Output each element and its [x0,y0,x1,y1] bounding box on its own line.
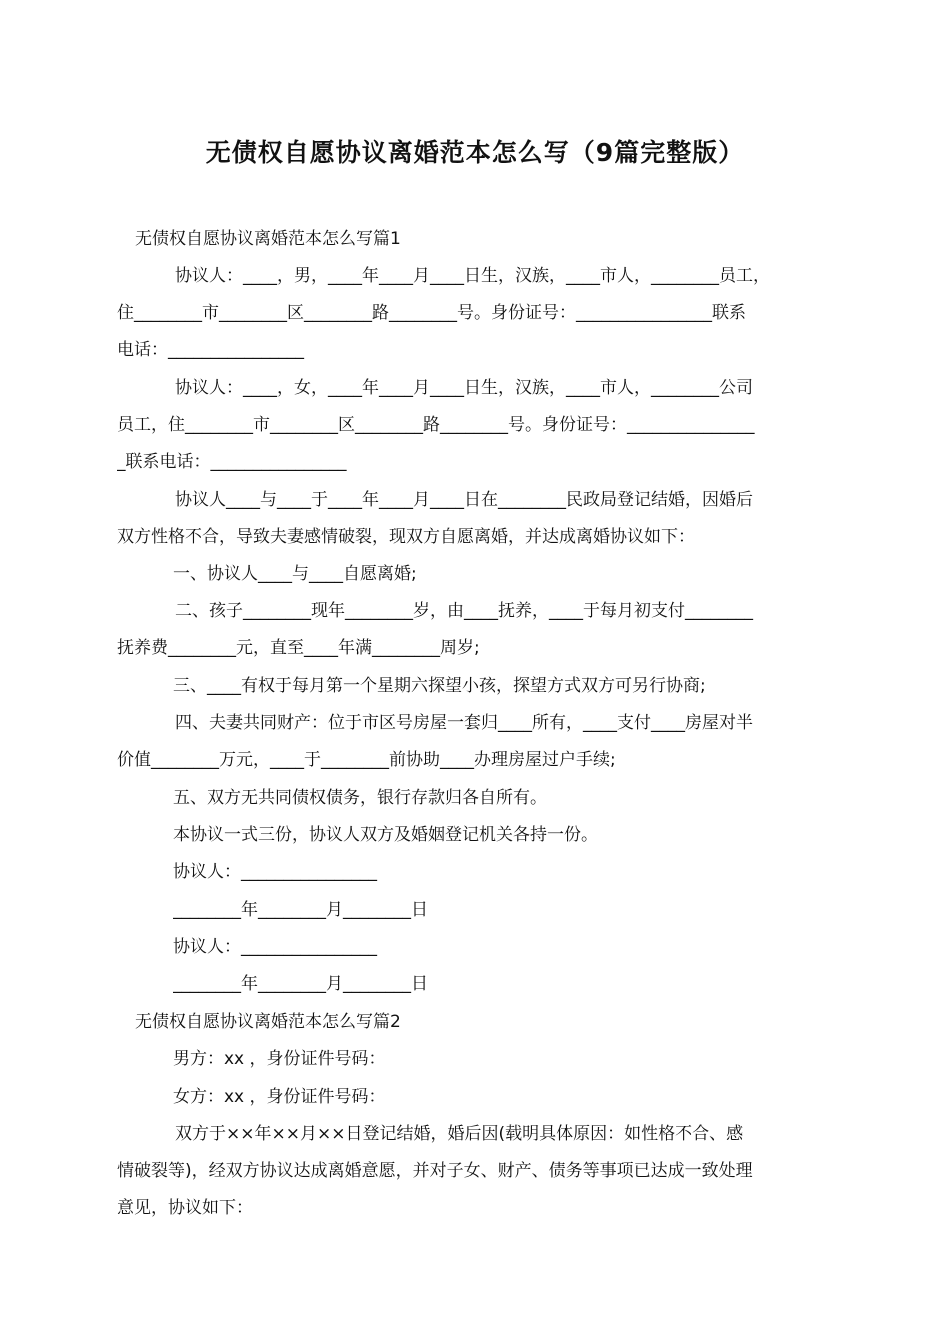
marriage-statement-line-1: 协议人____与____于____年____月____日在________民政局登记结婚，因婚后 [175,490,753,510]
date-line-1: ________年________月________日 [173,900,428,920]
clause-3: 三、____有权于每月第一个星期六探望小孩，探望方式双方可另行协商; [173,676,706,696]
woman-id-line: 女方：xx ，身份证件号码： [173,1087,386,1107]
man-id-line: 男方：xx ，身份证件号码： [173,1049,386,1069]
party-man-line-1: 协议人：____，男，____年____月____日生，汉族，____市人，________员工， [175,266,770,286]
party-man-line-2: 住________市________区________路________号。身份证号：________________联系 [117,303,746,323]
copies-statement: 本协议一式三份，协议人双方及婚姻登记机关各持一份。 [173,825,598,845]
clause-5: 五、双方无共同债权债务，银行存款归各自所有。 [173,788,547,808]
signature-line-2: 协议人：________________ [173,937,377,957]
clause-2-line-1: 二、孩子________现年________岁，由____抚养，____于每月初支付________ [175,601,753,621]
document-title: 无债权自愿协议离婚范本怎么写（9篇完整版） [205,138,745,167]
agreement-intro-line-3: 意见，协议如下： [117,1198,253,1218]
party-woman-line-2: 员工，住________市________区________路________号。身份证号：_______________ [117,415,755,435]
section-heading-2: 无债权自愿协议离婚范本怎么写篇2 [135,1012,401,1032]
party-woman-line-3: _联系电话：________________ [117,452,347,472]
agreement-intro-line-1: 双方于××年××月××日登记结婚，婚后因(载明具体原因：如性格不合、感 [175,1124,744,1144]
date-line-2: ________年________月________日 [173,974,428,994]
clause-4-line-1: 四、夫妻共同财产：位于市区号房屋一套归____所有，____支付____房屋对半 [175,713,753,733]
agreement-intro-line-2: 情破裂等)，经双方协议达成离婚意愿，并对子女、财产、债务等事项已达成一致处理 [117,1161,753,1181]
marriage-statement-line-2: 双方性格不合，导致夫妻感情破裂，现双方自愿离婚，并达成离婚协议如下： [117,527,695,547]
clause-4-line-2: 价值________万元，____于________前协助____办理房屋过户手续; [117,750,616,770]
clause-1: 一、协议人____与____自愿离婚; [173,564,417,584]
section-heading-1: 无债权自愿协议离婚范本怎么写篇1 [135,229,401,249]
party-man-line-3: 电话：________________ [117,340,304,360]
clause-2-line-2: 抚养费________元，直至____年满________周岁; [117,638,480,658]
signature-line-1: 协议人：________________ [173,862,377,882]
party-woman-line-1: 协议人：____，女，____年____月____日生，汉族，____市人，________公司 [175,378,753,398]
